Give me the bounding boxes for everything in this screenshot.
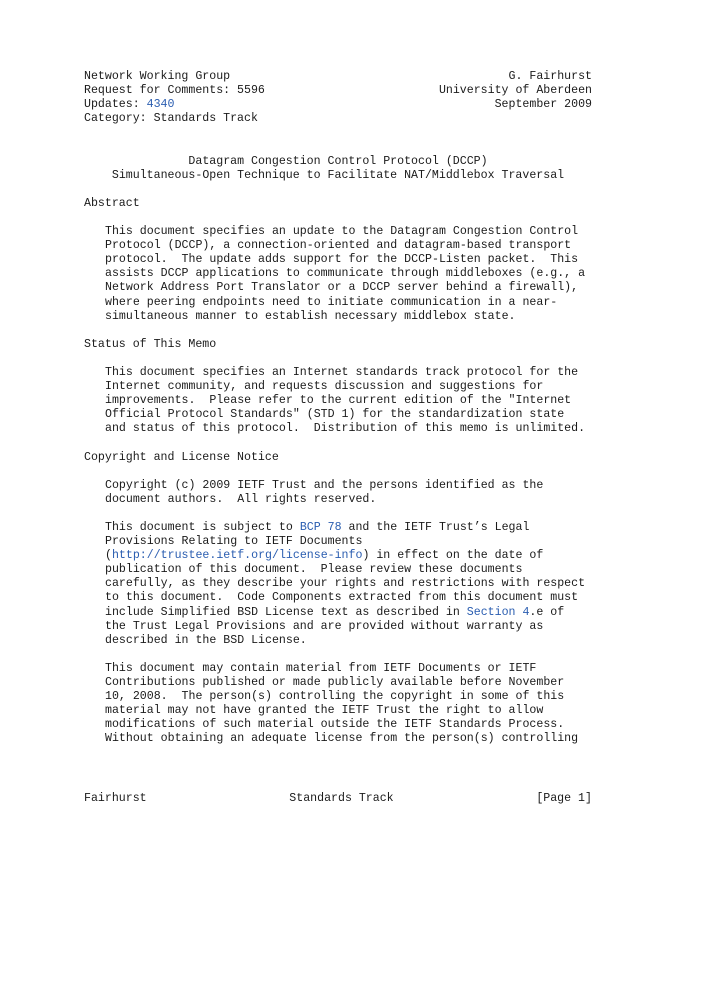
- abstract-line: where peering endpoints need to initiate communication in a near-: [105, 295, 558, 309]
- status-line: and status of this protocol. Distribution of this memo is unlimited.: [105, 422, 586, 436]
- license-info-link[interactable]: http://trustee.ietf.org/license-info: [111, 549, 363, 563]
- copyright-heading: Copyright and License Notice: [84, 450, 279, 464]
- header-author: G. Fairhurst: [508, 70, 592, 83]
- header-row-2: [84, 84, 592, 98]
- copyright-line: [105, 521, 684, 535]
- copyright-para-2: [84, 521, 684, 648]
- footer-page-number: [Page 1]: [536, 792, 592, 805]
- copyright-line: Copyright (c) 2009 IETF Trust and the persons identified as the: [105, 478, 544, 492]
- copyright-line: described in the BSD License.: [105, 633, 307, 647]
- abstract-line: simultaneous manner to establish necessary middlebox state.: [105, 309, 516, 323]
- rfc-page: [84, 70, 684, 747]
- status-line: improvements. Please refer to the current edition of the "Internet: [105, 394, 572, 408]
- status-heading: Status of This Memo: [84, 337, 217, 351]
- copyright-para-3: [84, 662, 684, 747]
- header-row-3: [84, 98, 592, 112]
- abstract-heading: Abstract: [84, 196, 140, 210]
- abstract-line: This document specifies an update to the Datagram Congestion Control: [105, 225, 579, 239]
- copyright-line: Contributions published or made publicly available before November: [105, 676, 565, 690]
- header-updates-label: Updates:: [84, 98, 147, 112]
- copyright-line: [105, 606, 684, 620]
- status-line: This document specifies an Internet standards track protocol for the: [105, 365, 579, 379]
- header-block: [84, 70, 684, 126]
- status-line: Official Protocol Standards" (STD 1) for the standardization state: [105, 408, 565, 422]
- updates-rfc-link[interactable]: 4340: [146, 98, 175, 112]
- text-fragment: This document is subject to: [105, 521, 300, 534]
- status-line: Internet community, and requests discussion and suggestions for: [105, 380, 544, 394]
- abstract-line: Protocol (DCCP), a connection-oriented and datagram-based transport: [105, 239, 572, 253]
- abstract-line: protocol. The update adds support for the DCCP-Listen packet. This: [105, 253, 579, 267]
- copyright-line: the Trust Legal Provisions and are provided without warranty as: [105, 619, 544, 633]
- header-rfc-number: Request for Comments: 5596: [84, 84, 265, 98]
- title-line-1: Datagram Congestion Control Protocol (DCCP): [188, 154, 488, 168]
- header-row-1: [84, 70, 592, 84]
- header-date: September 2009: [494, 98, 592, 112]
- footer-track: Standards Track: [289, 792, 394, 805]
- text-fragment: and the IETF Trust’s Legal: [341, 521, 530, 534]
- copyright-line: document authors. All rights reserved.: [105, 492, 377, 506]
- copyright-line: carefully, as they describe your rights and restrictions with respect: [105, 577, 586, 591]
- copyright-line: to this document. Code Components extracted from this document must: [105, 591, 579, 605]
- copyright-para-1: [84, 479, 684, 507]
- text-fragment: (: [105, 549, 112, 563]
- header-row-4: [84, 112, 592, 126]
- copyright-line: Without obtaining an adequate license from the person(s) controlling: [105, 732, 579, 746]
- header-updates: [84, 98, 174, 112]
- copyright-line: 10, 2008. The person(s) controlling the copyright in some of this: [105, 690, 565, 704]
- section-4-link[interactable]: Section 4: [466, 605, 530, 619]
- copyright-line: publication of this document. Please review these documents: [105, 563, 523, 577]
- copyright-line: Provisions Relating to IETF Documents: [105, 535, 363, 549]
- header-group: Network Working Group: [84, 70, 231, 83]
- footer-author: Fairhurst: [84, 792, 147, 805]
- copyright-line: modifications of such material outside the IETF Standards Process.: [105, 718, 565, 732]
- title-line-2: Simultaneous-Open Technique to Facilitate NAT/Middlebox Traversal: [111, 168, 565, 182]
- abstract-line: assists DCCP applications to communicate through middleboxes (e.g., a: [105, 267, 586, 281]
- text-fragment: ) in effect on the date of: [362, 549, 544, 563]
- copyright-line: material may not have granted the IETF Trust the right to allow: [105, 704, 544, 718]
- text-fragment: .e of: [529, 605, 565, 619]
- text-fragment: include Simplified BSD License text as described in: [105, 605, 467, 619]
- status-body: [84, 366, 684, 436]
- page-footer: [84, 792, 592, 806]
- abstract-body: [84, 225, 684, 324]
- copyright-line: [105, 549, 684, 563]
- abstract-line: Network Address Port Translator or a DCCP server behind a firewall),: [105, 281, 579, 295]
- bcp-78-link[interactable]: BCP 78: [299, 521, 342, 534]
- header-affiliation: University of Aberdeen: [438, 84, 592, 98]
- header-category: Category: Standards Track: [84, 112, 258, 126]
- copyright-line: This document may contain material from IETF Documents or IETF: [105, 661, 537, 675]
